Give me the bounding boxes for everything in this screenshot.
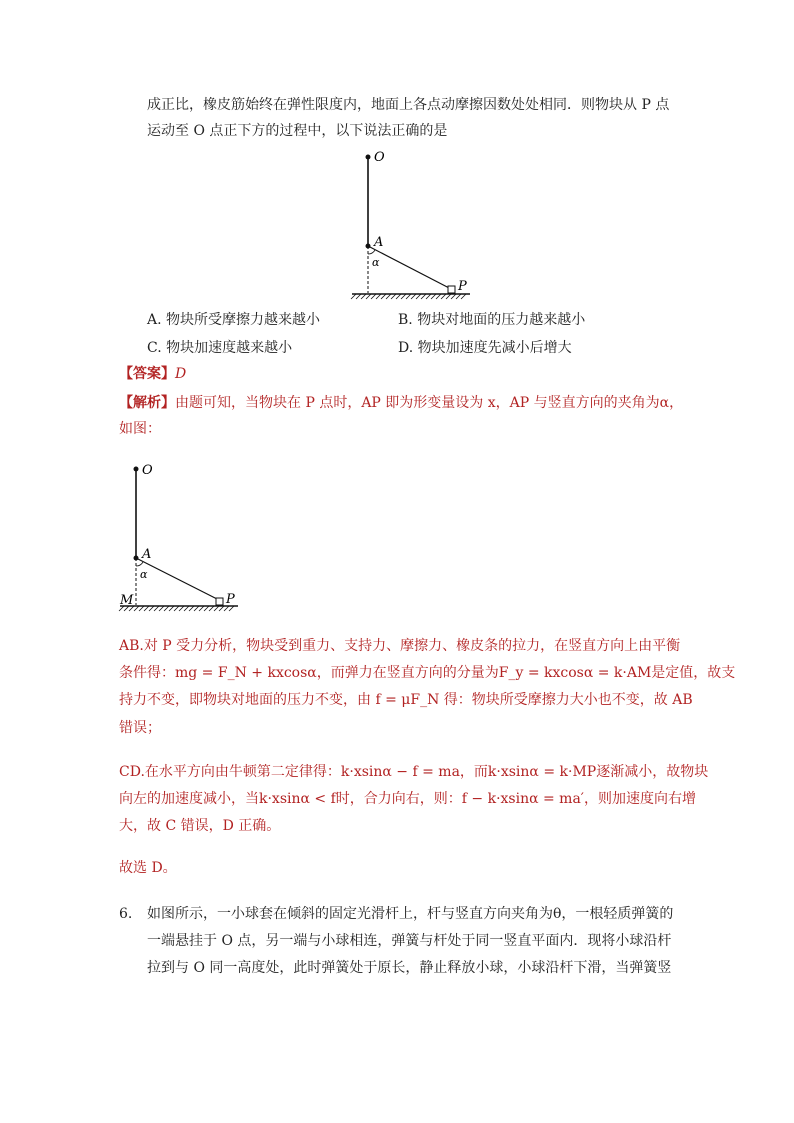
hatch-mark [381,294,386,299]
hatch-mark [219,606,224,611]
label-p: P [226,592,235,607]
analysis-tag: 【解析】 [119,395,175,411]
answer-line [119,364,186,384]
label-alpha: α [140,568,148,581]
hatch-mark [411,294,416,299]
ground-hatching [119,606,234,611]
hatch-mark [174,606,179,611]
hatch-mark [456,294,461,299]
hatch-mark [451,294,456,299]
analysis-line-1 [119,393,683,413]
hatch-mark [144,606,149,611]
para-ab-line-4: 错误； [119,720,161,736]
q6-line-2: 一端悬挂于 O 点，另一端与小球相连，弹簧与杆处于同一竖直平面内．现将小球沿杆 [147,933,672,949]
para-ab-line-2: 条件得：mg = F_N + kxcosα，而弹力在竖直方向的分量为F_y = kxcosα = k·AM是定值，故支 [119,665,736,681]
option-d: D. 物块加速度先减小后增大 [398,340,572,356]
hatch-mark [391,294,396,299]
hatch-mark [356,294,361,299]
label-p: P [458,279,467,294]
q6-line-3: 拉到与 O 同一高度处，此时弹簧处于原长，静止释放小球，小球沿杆下滑，当弹簧竖 [147,960,672,976]
hatch-mark [461,294,466,299]
option-c: C. 物块加速度越来越小 [147,340,293,356]
hatch-mark [134,606,139,611]
rubber-band-ap [136,558,221,601]
hatch-mark [204,606,209,611]
hatch-mark [169,606,174,611]
hatch-mark [139,606,144,611]
option-a: A. 物块所受摩擦力越来越小 [147,312,321,328]
hatch-mark [431,294,436,299]
q6-line-1: 如图所示，一小球套在倾斜的固定光滑杆上，杆与竖直方向夹角为θ，一根轻质弹簧的 [147,906,674,922]
hatch-mark [441,294,446,299]
angle-arc [136,562,143,566]
hatch-mark [401,294,406,299]
question-text-line-2: 运动至 O 点正下方的过程中，以下说法正确的是 [147,123,448,139]
para-ab-line-1: AB.对 P 受力分析，物块受到重力、支持力、摩擦力、橡皮条的拉力，在竖直方向上由平衡 [119,638,681,654]
analysis-text-1: 由题可知，当物块在 P 点时，AP 即为形变量设为 x，AP 与竖直方向的夹角为α， [175,395,684,411]
hatch-mark [386,294,391,299]
label-o: O [142,463,153,478]
angle-arc [368,250,375,254]
para-cd-line-3: 大，故 C 错误，D 正确。 [119,818,281,834]
option-b: B. 物块对地面的压力越来越小 [398,312,586,328]
hatch-mark [396,294,401,299]
hatch-mark [154,606,159,611]
hatch-mark [416,294,421,299]
label-m: M [120,593,134,608]
label-o: O [374,150,385,165]
hatch-mark [164,606,169,611]
hatch-mark [159,606,164,611]
hatch-mark [351,294,356,299]
answer-value: D [175,366,187,382]
figure-2-diagram [114,458,254,614]
hatch-mark [366,294,371,299]
figure-1-diagram [340,148,480,300]
hatch-mark [421,294,426,299]
hatch-mark [371,294,376,299]
hatch-mark [179,606,184,611]
hatch-mark [189,606,194,611]
para-ab-line-3: 持力不变，即物块对地面的压力不变，由 f = μF_N 得：物块所受摩擦力大小也不变，故 AB [119,692,693,708]
question-text-line-1: 成正比，橡皮筋始终在弹性限度内，地面上各点动摩擦因数处处相同．则物块从 P 点 [147,97,670,113]
label-a: A [142,547,152,562]
hatch-mark [149,606,154,611]
hatch-mark [209,606,214,611]
label-a: A [374,235,384,250]
hatch-mark [436,294,441,299]
hatch-mark [406,294,411,299]
block-p [448,286,455,293]
hatch-mark [376,294,381,299]
rubber-band-ap [368,246,453,290]
hatch-mark [199,606,204,611]
para-cd-line-2: 向左的加速度减小，当k·xsinα < f时，合力向右，则：f − k·xsinα = ma′，则加速度向右增 [119,791,696,807]
q6-number: 6. [119,906,133,922]
label-alpha: α [372,256,380,269]
hatch-mark [194,606,199,611]
block-p [216,598,223,605]
hatch-mark [446,294,451,299]
hatch-mark [361,294,366,299]
hatch-mark [184,606,189,611]
para-cd-line-1: CD.在水平方向由牛顿第二定律得：k·xsinα − f = ma，而k·xsinα = k·MP逐渐减小，故物块 [119,764,709,780]
ground-hatching [351,294,466,299]
conclusion-line: 故选 D。 [119,860,177,876]
analysis-line-2: 如图： [119,421,161,437]
hatch-mark [426,294,431,299]
hatch-mark [214,606,219,611]
answer-tag: 【答案】 [119,366,175,382]
